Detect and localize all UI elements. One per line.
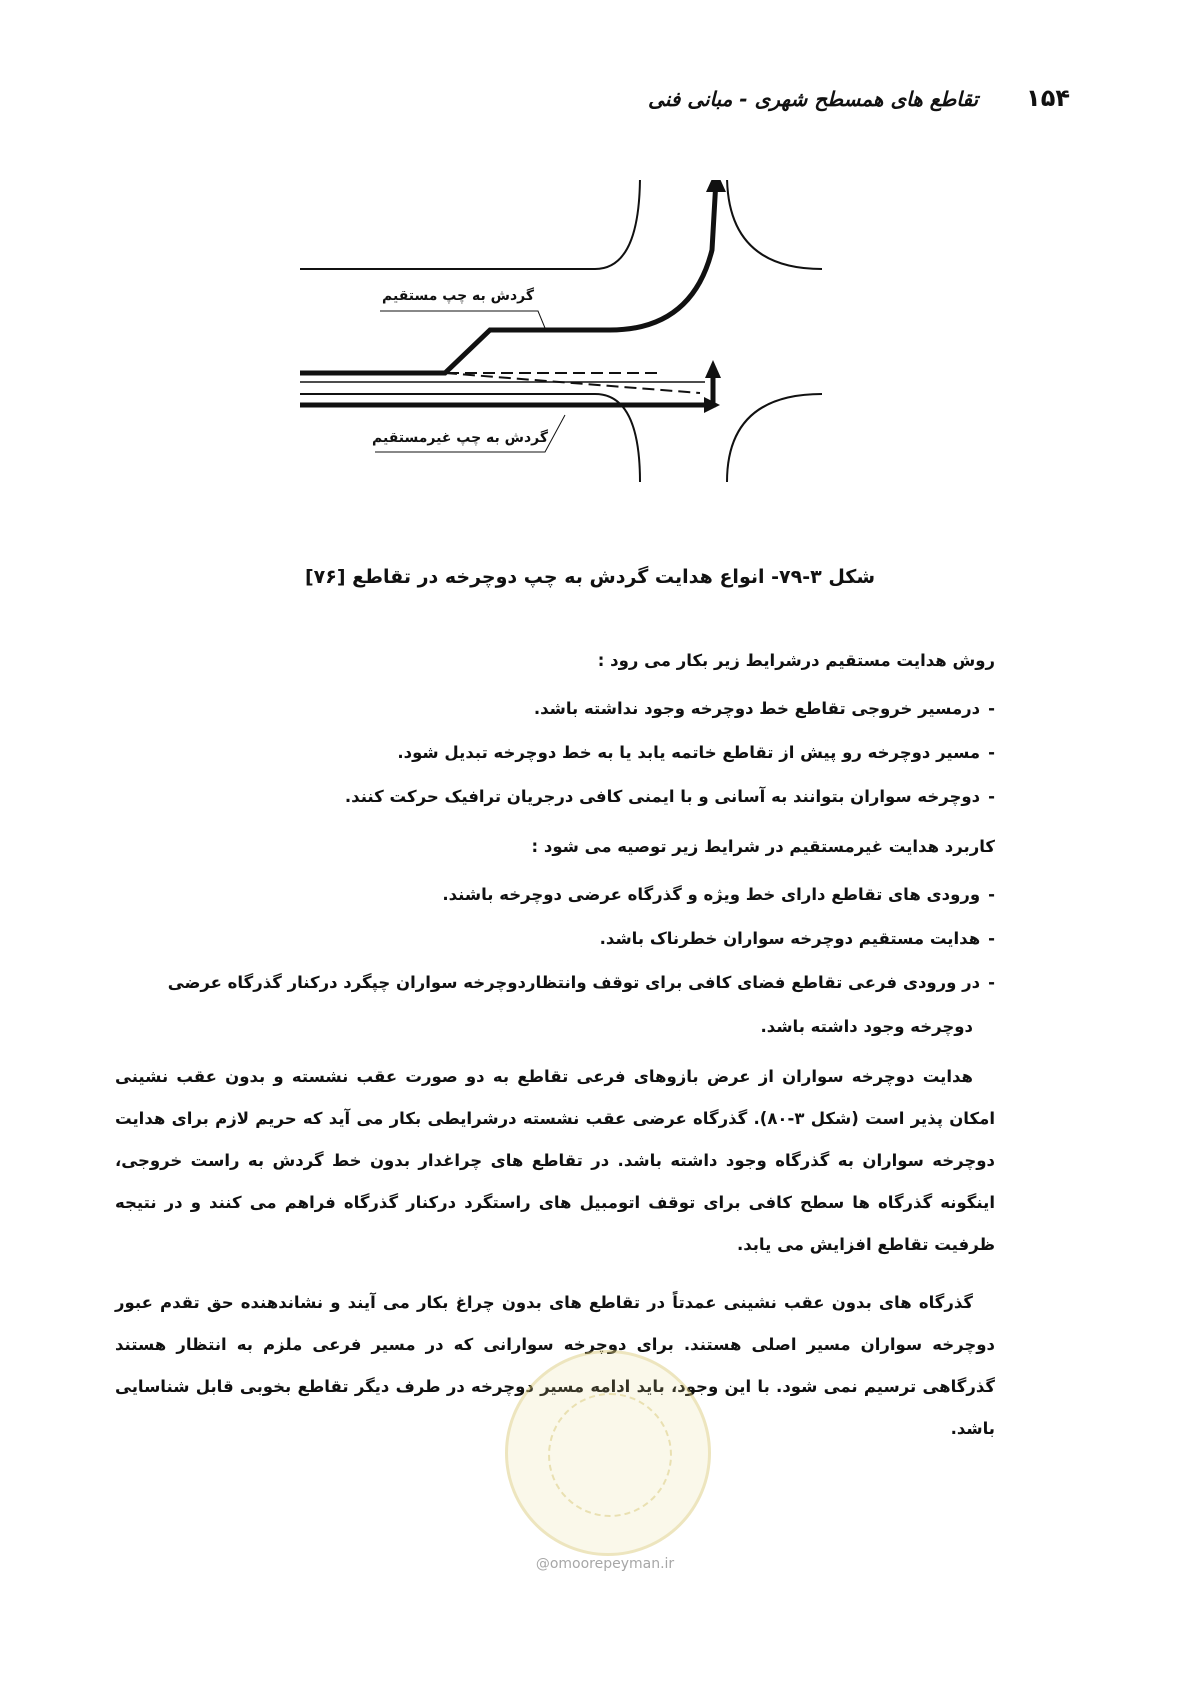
list-item: -در ورودی فرعی تقاطع فضای کافی برای توقف وانتظاردوچرخه سواران چپگرد درکنار گذرگاه عرضی دوچرخه وجود داشته باشد. — [115, 968, 995, 1042]
list-item-text: ورودی های تقاطع دارای خط ویژه و گذرگاه عرضی دوچرخه باشند. — [442, 885, 981, 904]
direct-left-turn-path — [300, 180, 716, 373]
intersection-diagram — [300, 180, 900, 540]
figure-caption: شکل ۳-۷۹- انواع هدایت گردش به چپ دوچرخه در تقاطع [۷۶] — [304, 566, 876, 588]
running-title: تقاطع های همسطح شهری - مبانی فنی — [648, 87, 979, 111]
paragraph-2: گذرگاه های بدون عقب نشینی عمدتاً در تقاطع های بدون چراغ بکار می آیند و نشاندهنده حق تقدم عبور دوچرخه سواران مسیر اصلی هستند. برای دوچرخه سوارانی که در مسیر فرعی ملزم به انتظار هستند گذرگاهی ترسیم نمی شود. با این وجود، باید ادامه مسیر دوچرخه در طرف دیگر تقاطع بخوبی قابل شناسایی باشد. — [115, 1293, 995, 1438]
watermark-url: @omoorepeyman.ir — [535, 1556, 675, 1572]
list-item-text: در ورودی فرعی تقاطع فضای کافی برای توقف وانتظاردوچرخه سواران چپگرد درکنار گذرگاه عرضی — [167, 973, 981, 992]
list-item-text: درمسیر خروجی تقاطع خط دوچرخه وجود نداشته باشد. — [533, 699, 981, 718]
road-edge-top-left — [300, 180, 640, 269]
page-header — [520, 84, 1070, 124]
lane-dashed-indirect — [445, 373, 700, 393]
direct-arrow-head — [706, 180, 726, 192]
watermark-seal-icon — [505, 1350, 711, 1556]
page-number: ۱۵۴ — [1026, 84, 1070, 112]
list-item-continuation: دوچرخه وجود داشته باشد. — [760, 1017, 973, 1036]
intro-indirect: کاربرد هدایت غیرمستقیم در شرایط زیر توصیه می شود : — [531, 837, 995, 856]
leader-direct — [380, 311, 545, 328]
paragraph-1: هدایت دوچرخه سواران از عرض بازوهای فرعی تقاطع به دو صورت عقب نشسته و بدون عقب نشینی امکان پذیر است (شکل ۳-۸۰). گذرگاه عرضی عقب نشسته درشرایطی بکار می آید که حریم لازم برای هدایت دوچرخه سواران به گذرگاه وجود داشته باشد. در تقاطع های چراغدار بدون خط گردش به راست خروجی، اینگونه گذرگاه ها سطح کافی برای توقف اتومبیل های راستگرد درکنار گذرگاه فراهم می کنند و در نتیجه ظرفیت تقاطع افزایش می یابد. — [115, 1067, 995, 1254]
list-item-text: مسیر دوچرخه رو پیش از تقاطع خاتمه یابد یا به خط دوچرخه تبدیل شود. — [397, 743, 981, 762]
watermark-inner-ring — [548, 1393, 672, 1517]
label-direct-left-turn: گردش به چپ مستقیم — [382, 288, 535, 304]
intro-direct: روش هدایت مستقیم درشرایط زیر بکار می رود : — [597, 651, 995, 670]
list-item-text: هدایت مستقیم دوچرخه سواران خطرناک باشد. — [599, 929, 981, 948]
road-edge-bottom-right — [727, 394, 822, 482]
intersection-drawing — [300, 180, 900, 540]
list-item-text: دوچرخه سواران بتوانند به آسانی و با ایمنی کافی درجریان ترافیک حرکت کنند. — [344, 787, 981, 806]
indirect-arrow-head-2 — [705, 360, 721, 378]
list-item: -هدایت مستقیم دوچرخه سواران خطرناک باشد. — [599, 929, 995, 948]
list-item: -ورودی های تقاطع دارای خط ویژه و گذرگاه عرضی دوچرخه باشند. — [442, 885, 995, 904]
list-item: -درمسیر خروجی تقاطع خط دوچرخه وجود نداشته باشد. — [533, 699, 995, 718]
label-indirect-left-turn: گردش به چپ غیرمستقیم — [372, 430, 549, 446]
list-item: -دوچرخه سواران بتوانند به آسانی و با ایمنی کافی درجریان ترافیک حرکت کنند. — [344, 787, 995, 806]
body-text — [115, 646, 995, 1466]
list-item: -مسیر دوچرخه رو پیش از تقاطع خاتمه یابد یا به خط دوچرخه تبدیل شود. — [397, 743, 995, 762]
road-edge-top-right — [727, 180, 822, 269]
